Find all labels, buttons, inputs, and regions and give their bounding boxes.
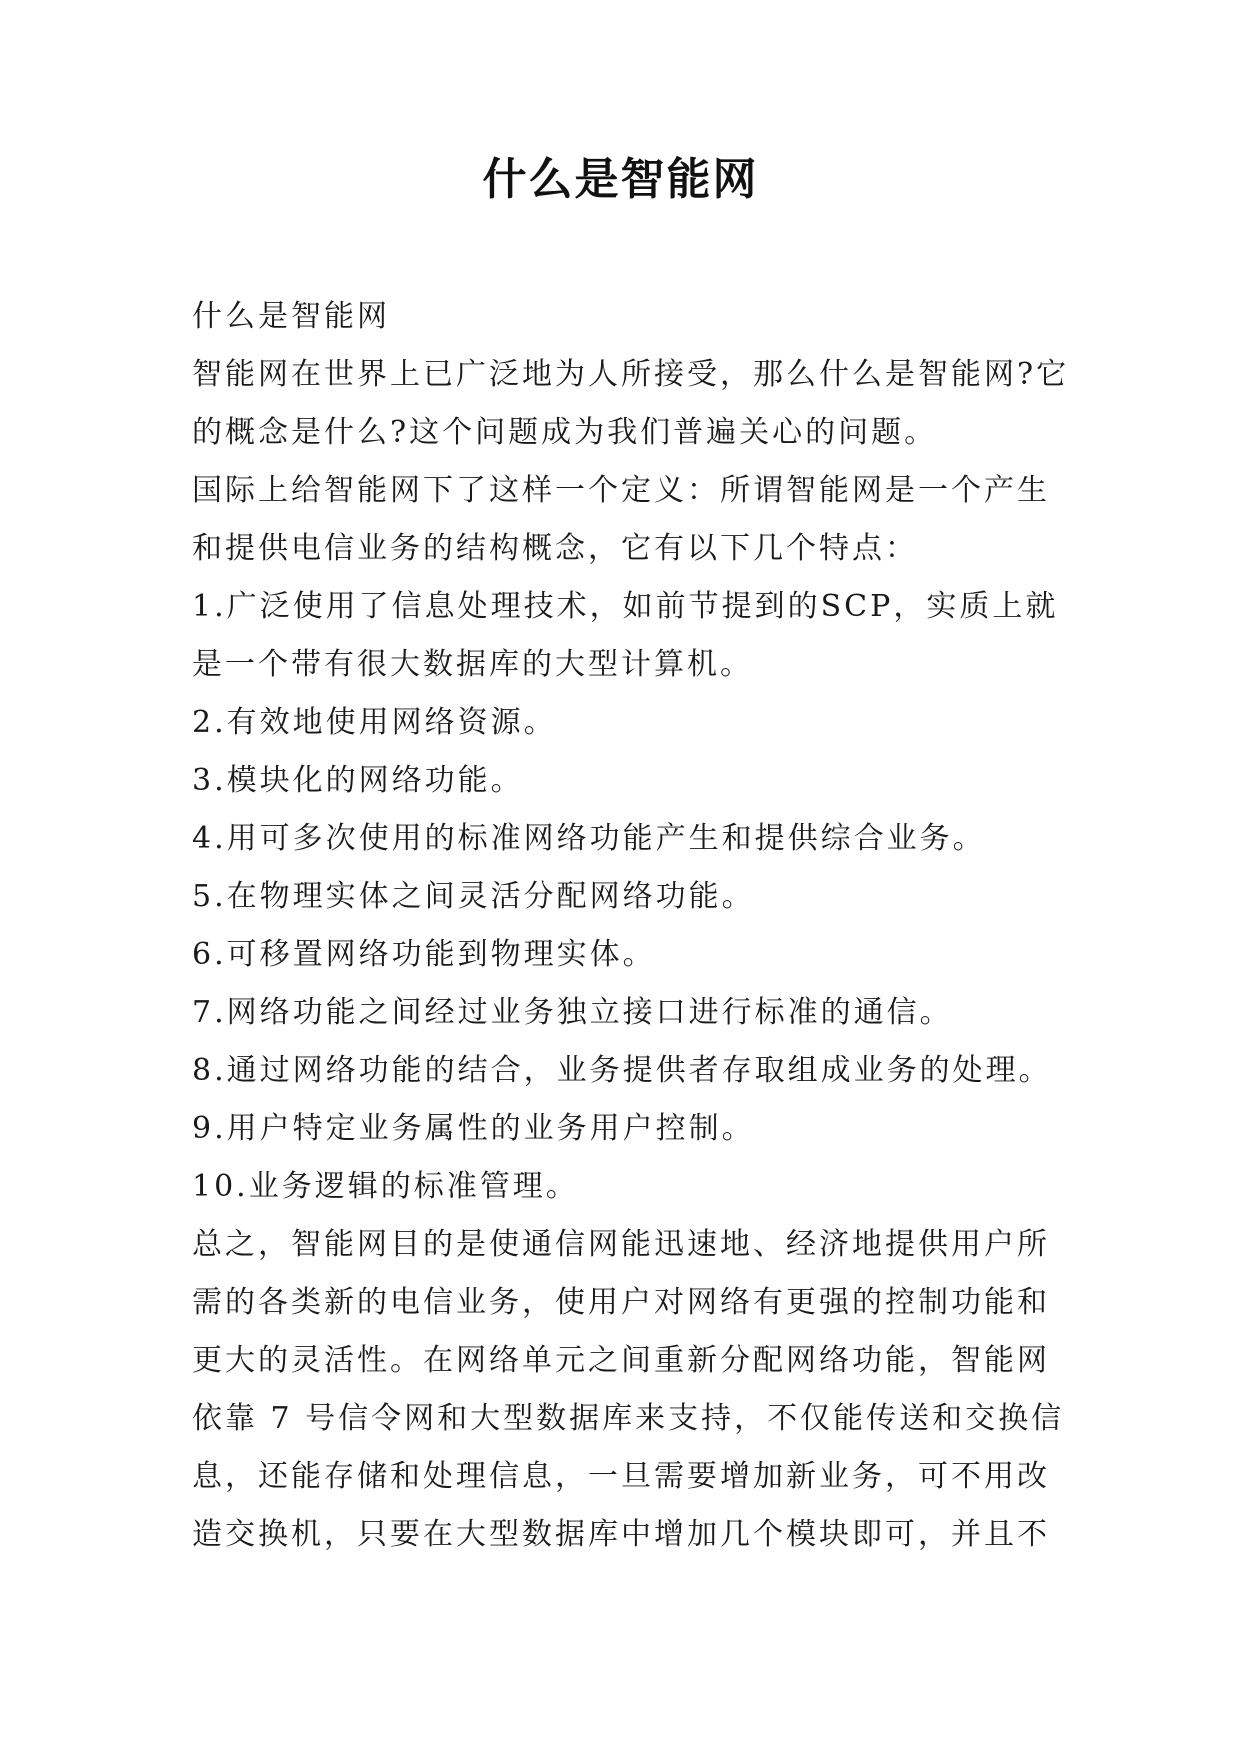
paragraph: 智能网在世界上已广泛地为人所接受，那么什么是智能网?它的概念是什么?这个问题成为我们普遍关心的问题。: [192, 357, 1070, 450]
list-item: 8.通过网络功能的结合，业务提供者存取组成业务的处理。: [192, 1053, 1052, 1088]
list-item: 5.在物理实体之间灵活分配网络功能。: [192, 879, 755, 914]
list-item: 7.网络功能之间经过业务独立接口进行标准的通信。: [192, 995, 953, 1030]
list-item: 2.有效地使用网络资源。: [192, 705, 557, 740]
document-title: 什么是智能网: [482, 154, 759, 205]
list-item: 6.可移置网络功能到物理实体。: [192, 937, 656, 972]
list-item: 3.模块化的网络功能。: [192, 763, 524, 798]
document-body: [192, 288, 1072, 1564]
paragraph: 总之，智能网目的是使通信网能迅速地、经济地提供用户所需的各类新的电信业务，使用户对网络有更强的控制功能和更大的灵活性。在网络单元之间重新分配网络功能，智能网依靠 7 号信令网和大型数据库来支持，不仅能传送和交换信息，还能存储和处理信息，一旦需要增加新业务，可不用改造交换机，只要在大型数据库中增加几个模块即可，并且不: [192, 1227, 1065, 1552]
list-item: 9.用户特定业务属性的业务用户控制。: [192, 1111, 755, 1146]
list-item: 1.广泛使用了信息处理技术，如前节提到的SCP，实质上就是一个带有很大数据库的大型计算机。: [192, 589, 1059, 682]
paragraph: 什么是智能网: [192, 299, 390, 334]
paragraph: 国际上给智能网下了这样一个定义：所谓智能网是一个产生和提供电信业务的结构概念，它有以下几个特点：: [192, 473, 1050, 566]
list-item: 4.用可多次使用的标准网络功能产生和提供综合业务。: [192, 821, 986, 856]
list-item: 10.业务逻辑的标准管理。: [192, 1169, 579, 1204]
